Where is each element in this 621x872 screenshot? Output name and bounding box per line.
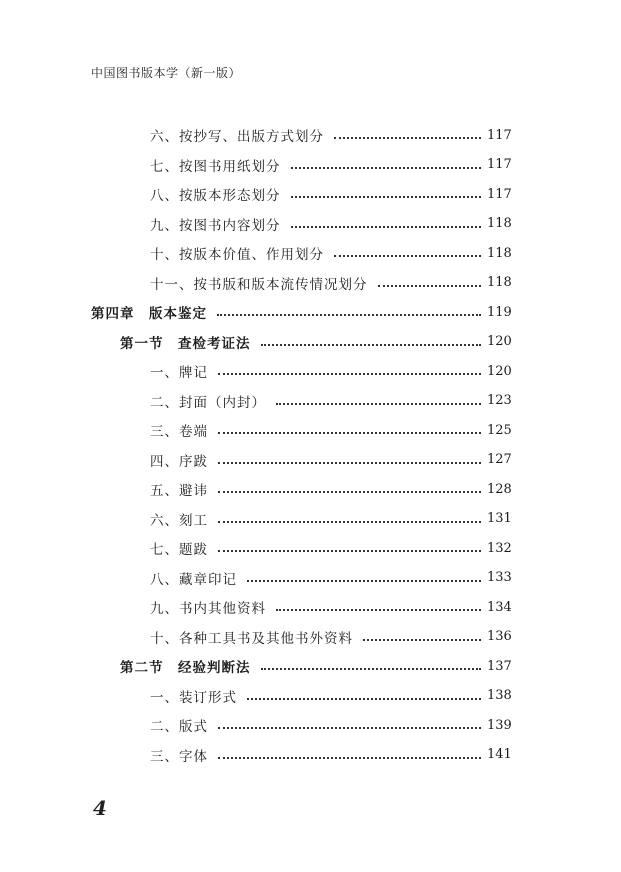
toc-entry-label: 八、按版本形态划分 <box>150 188 281 204</box>
toc-entry-label: 六、刻工 <box>150 512 208 529</box>
toc-entry[interactable] <box>150 124 511 146</box>
toc-entry[interactable] <box>150 626 511 648</box>
toc-entry-page: 120 <box>487 363 512 379</box>
toc-entry-page: 119 <box>487 304 512 320</box>
toc-entry-page: 136 <box>487 629 512 644</box>
toc-entry[interactable] <box>150 449 511 471</box>
toc-entry-label: 三、字体 <box>150 748 208 765</box>
toc-entry-page: 118 <box>487 275 512 290</box>
toc-entry-label: 七、按图书用纸划分 <box>150 158 281 175</box>
toc-entry-label: 一、牌记 <box>150 365 208 381</box>
toc-entry-label: 五、避讳 <box>150 483 208 499</box>
toc-entry-label: 十一、按书版和版本流传情况划分 <box>150 276 368 293</box>
toc-dot-leader <box>334 137 481 139</box>
toc-entry[interactable] <box>150 213 511 235</box>
toc-entry[interactable] <box>91 301 511 323</box>
toc-entry-label: 二、封面（内封） <box>150 394 266 411</box>
toc-entry-label: 第二节 经验判断法 <box>120 660 251 676</box>
toc-dot-leader <box>291 226 482 228</box>
toc-entry-label: 九、按图书内容划分 <box>150 217 281 234</box>
toc-entry-page: 127 <box>487 452 512 467</box>
toc-entry-page: 118 <box>487 245 512 261</box>
toc-dot-leader <box>218 550 481 552</box>
toc-dot-leader <box>218 373 481 375</box>
toc-entry-page: 131 <box>487 511 512 526</box>
toc-entry[interactable] <box>150 508 511 530</box>
toc-entry-label: 十、各种工具书及其他书外资料 <box>150 630 353 647</box>
toc-entry[interactable] <box>120 655 511 677</box>
toc-entry[interactable] <box>150 360 511 382</box>
toc-entry[interactable] <box>150 567 511 589</box>
running-header: 中国图书版本学（新一版） <box>91 66 242 80</box>
toc-entry-page: 138 <box>487 688 512 703</box>
toc-entry-page: 117 <box>487 186 512 202</box>
toc-entry-page: 117 <box>487 127 512 143</box>
toc-entry[interactable] <box>150 242 511 264</box>
toc-dot-leader <box>276 609 481 611</box>
toc-entry-page: 139 <box>487 717 512 733</box>
toc-entry-page: 128 <box>487 481 512 497</box>
toc-entry[interactable] <box>150 478 511 500</box>
toc-entry-page: 137 <box>487 658 512 674</box>
toc-dot-leader <box>247 698 481 700</box>
toc-dot-leader <box>261 668 482 670</box>
toc-entry-label: 三、卷端 <box>150 424 208 440</box>
toc-entry[interactable] <box>150 714 511 736</box>
toc-dot-leader <box>218 432 481 434</box>
toc-entry[interactable] <box>150 272 511 294</box>
toc-entry[interactable] <box>150 419 511 441</box>
toc-dot-leader <box>218 462 481 464</box>
toc-dot-leader <box>247 580 481 582</box>
toc-entry-page: 120 <box>487 334 512 349</box>
toc-dot-leader <box>218 521 481 523</box>
toc-dot-leader <box>276 403 481 405</box>
toc-entry[interactable] <box>150 183 511 205</box>
toc-entry-page: 134 <box>487 599 512 615</box>
toc-entry-page: 117 <box>487 157 512 172</box>
toc-dot-leader <box>378 285 482 287</box>
toc-entry[interactable] <box>150 390 511 412</box>
toc-entry-label: 八、藏章印记 <box>150 571 237 588</box>
toc-entry[interactable] <box>150 744 511 766</box>
toc-entry-page: 132 <box>487 540 512 556</box>
toc-entry[interactable] <box>150 596 511 618</box>
toc-entry-label: 四、序跋 <box>150 453 208 470</box>
toc-entry[interactable] <box>150 154 511 176</box>
toc-entry-label: 一、装订形式 <box>150 689 237 706</box>
toc-dot-leader <box>218 491 481 493</box>
toc-dot-leader <box>217 314 481 316</box>
toc-entry-page: 123 <box>487 393 512 408</box>
toc-entry-label: 九、书内其他资料 <box>150 601 266 617</box>
toc-entry-page: 118 <box>487 216 512 231</box>
toc-entry[interactable] <box>120 331 511 353</box>
toc-entry-label: 七、题跋 <box>150 542 208 558</box>
page-number: 4 <box>93 796 107 820</box>
toc-entry[interactable] <box>150 685 511 707</box>
toc-entry-label: 第一节 查检考证法 <box>120 335 251 352</box>
toc-entry-label: 二、版式 <box>150 719 208 735</box>
toc-entry-page: 125 <box>487 422 512 438</box>
toc-dot-leader <box>291 196 482 198</box>
toc-dot-leader <box>218 757 481 759</box>
toc-entry-page: 133 <box>487 570 512 585</box>
toc-entry-label: 十、按版本价值、作用划分 <box>150 247 324 263</box>
toc-entry-label: 第四章 版本鉴定 <box>91 306 207 322</box>
toc-entry-label: 六、按抄写、出版方式划分 <box>150 129 324 145</box>
toc-dot-leader <box>218 727 481 729</box>
toc-entry[interactable] <box>150 537 511 559</box>
toc-entry-page: 141 <box>487 747 512 762</box>
toc-dot-leader <box>291 167 482 169</box>
toc-dot-leader <box>363 639 481 641</box>
toc-dot-leader <box>261 344 482 346</box>
toc-dot-leader <box>334 255 481 257</box>
